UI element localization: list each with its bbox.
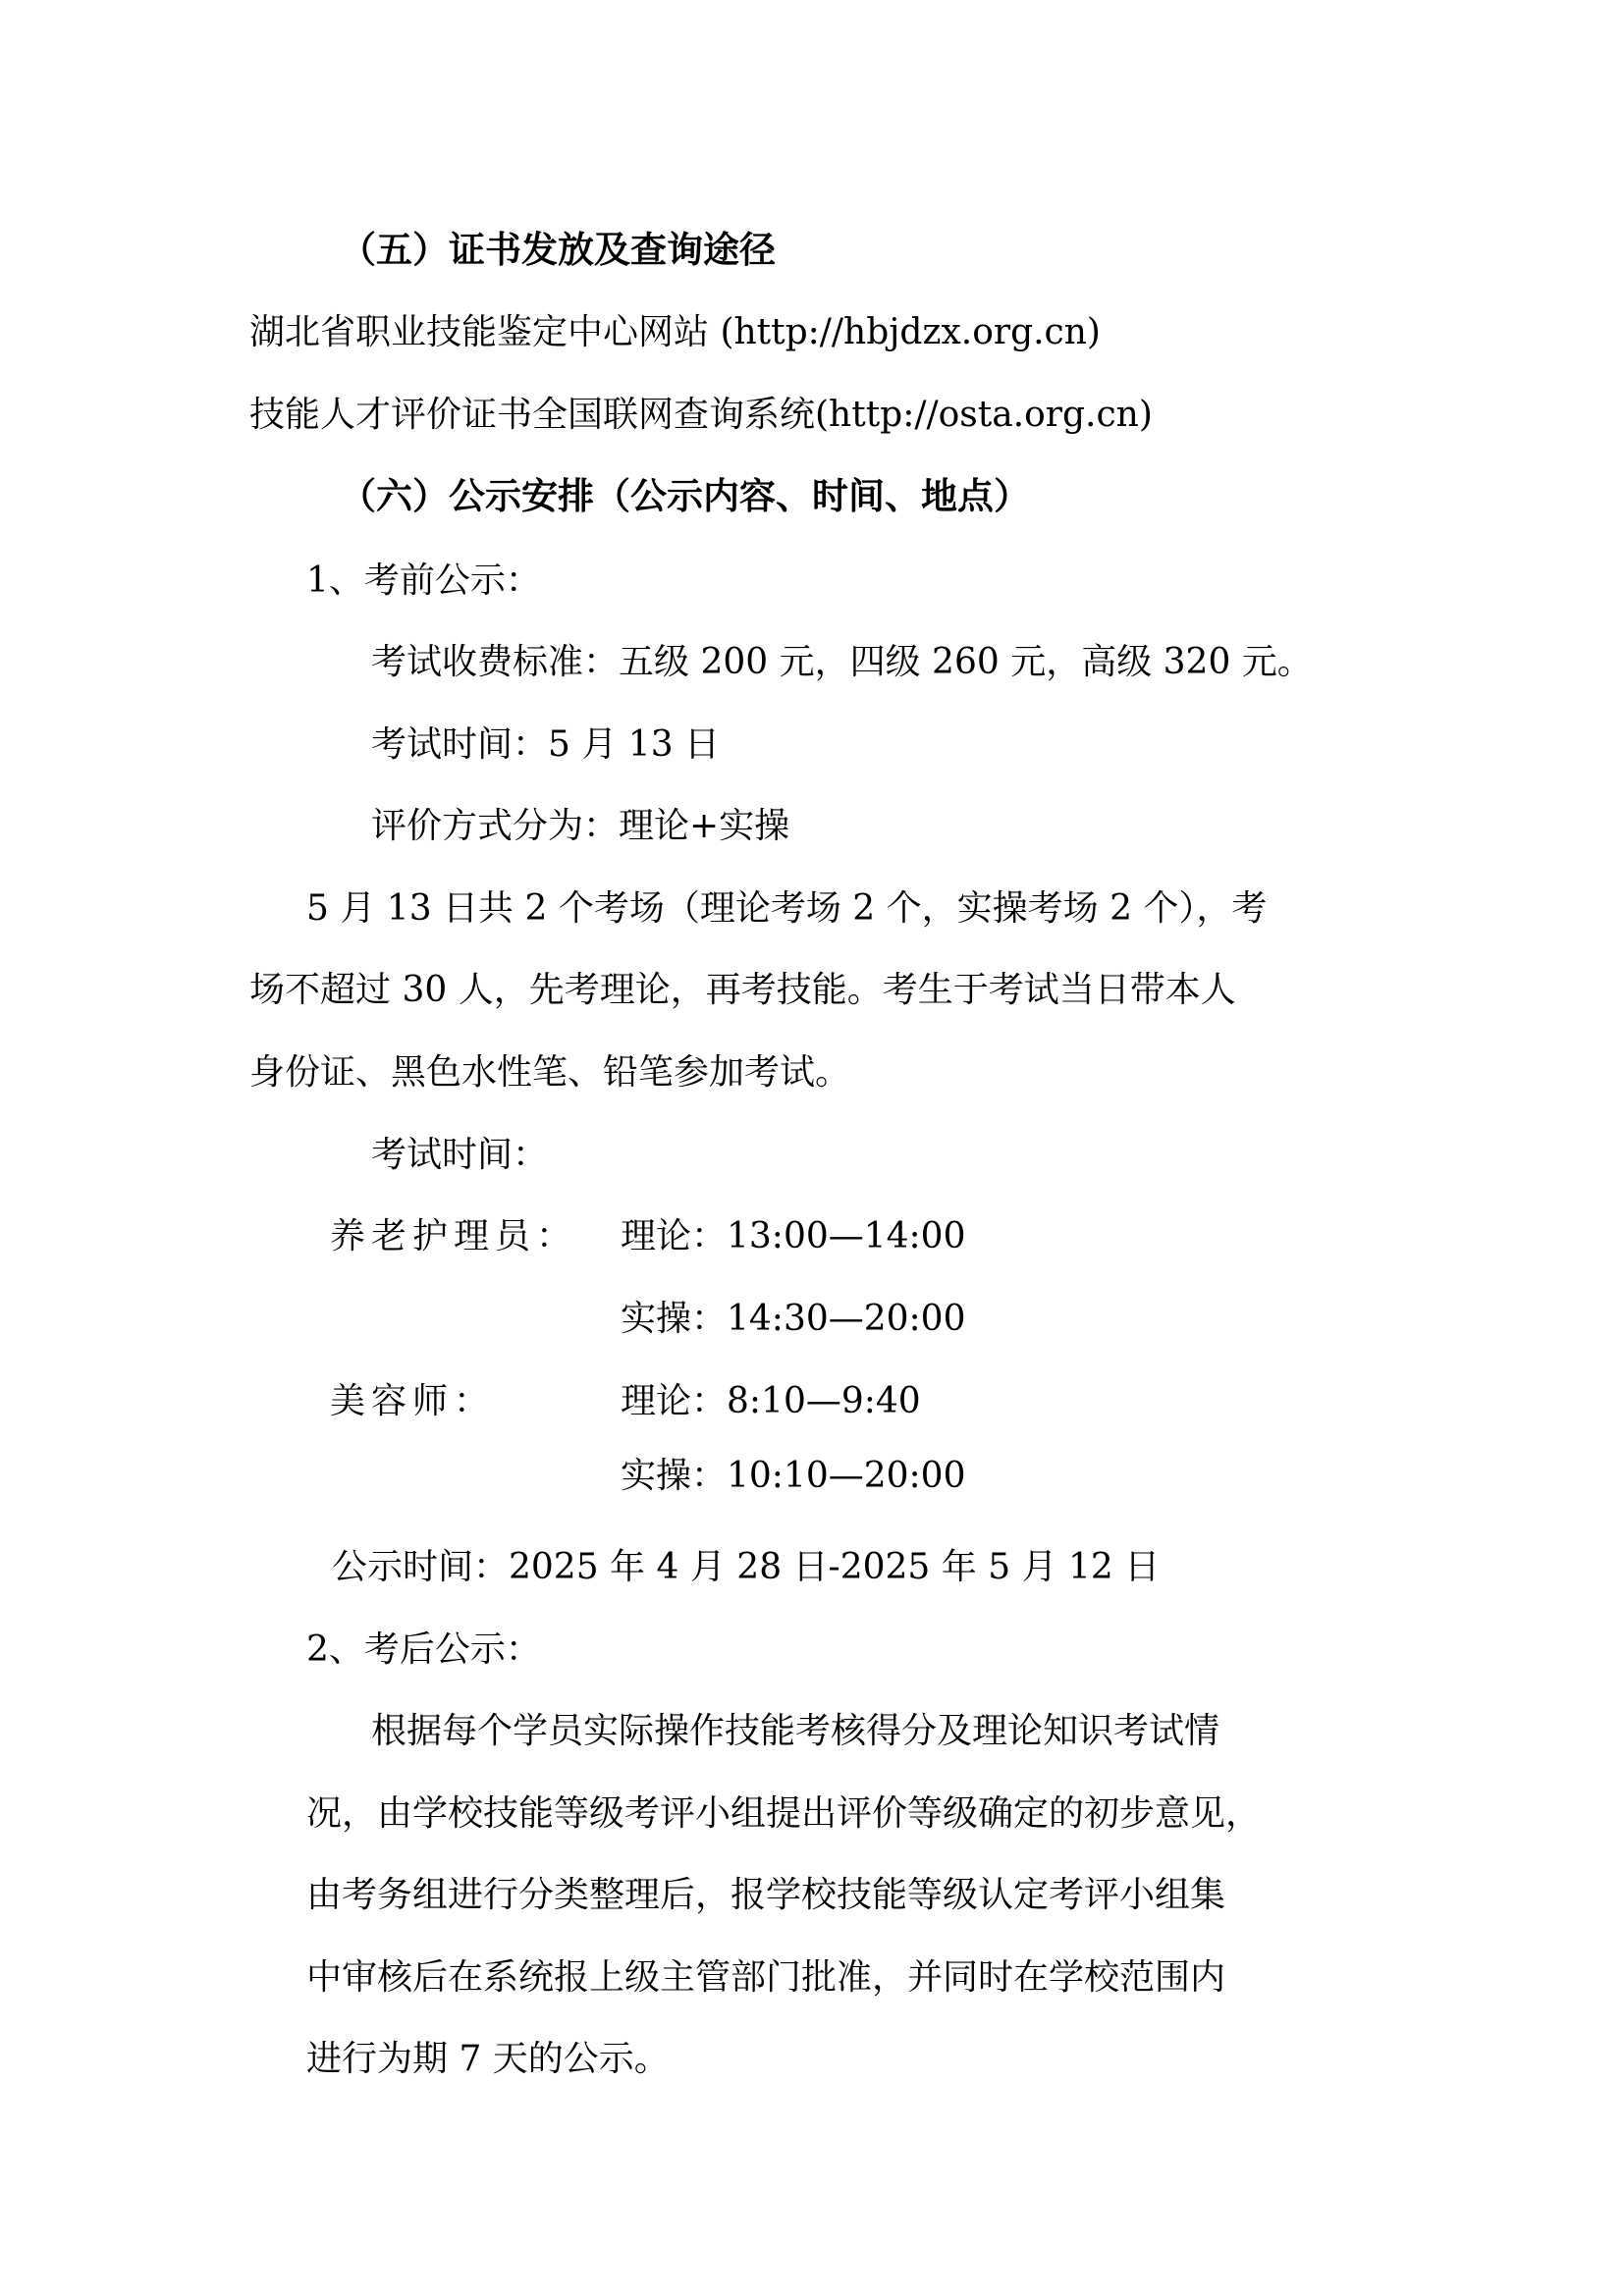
exam-desc-line: 场不超过 30 人，先考理论，再考技能。考生于考试当日带本人 — [249, 970, 1236, 1010]
elder-care-theory-time: 理论：13:00—14:00 — [621, 1216, 966, 1256]
query-site-hubei: 湖北省职业技能鉴定中心网站 (http://hbjdzx.org.cn) — [249, 312, 1101, 352]
schedule-label: 考试时间： — [371, 1135, 549, 1175]
section-5-heading: （五）证书发放及查询途径 — [340, 229, 776, 271]
post-exam-paragraph-line: 中审核后在系统报上级主管部门批准，并同时在学校范围内 — [306, 1957, 1226, 1998]
post-exam-paragraph-line: 进行为期 7 天的公示。 — [306, 2039, 670, 2079]
beautician-theory-time: 理论：8:10—9:40 — [621, 1381, 921, 1421]
post-exam-paragraph-line: 根据每个学员实际操作技能考核得分及理论知识考试情 — [371, 1711, 1220, 1751]
exam-method: 评价方式分为：理论+实操 — [371, 806, 790, 846]
exam-fee: 考试收费标准：五级 200 元，四级 260 元，高级 320 元。 — [371, 642, 1313, 682]
beautician-practice-time: 实操：10:10—20:00 — [621, 1456, 966, 1496]
post-exam-paragraph-line: 况，由学校技能等级考评小组提出评价等级确定的初步意见， — [306, 1793, 1262, 1834]
elder-care-practice-time: 实操：14:30—20:00 — [621, 1299, 966, 1339]
post-exam-title: 2、考后公示： — [306, 1629, 541, 1670]
section-6-heading: （六）公示安排（公示内容、时间、地点） — [340, 475, 1030, 517]
post-exam-paragraph-line: 由考务组进行分类整理后，报学校技能等级认定考评小组集 — [306, 1875, 1226, 1915]
pre-exam-title: 1、考前公示： — [306, 561, 541, 601]
role-beautician: 美容师： — [330, 1381, 496, 1421]
exam-desc-line: 5 月 13 日共 2 个考场（理论考场 2 个，实操考场 2 个），考 — [306, 888, 1268, 929]
exam-desc-line: 身份证、黑色水性笔、铅笔参加考试。 — [249, 1052, 851, 1093]
publicity-period: 公示时间：2025 年 4 月 28 日-2025 年 5 月 12 日 — [332, 1547, 1161, 1587]
query-site-national: 技能人才评价证书全国联网查询系统(http://osta.org.cn) — [249, 395, 1153, 435]
exam-date: 考试时间：5 月 13 日 — [371, 724, 721, 765]
role-elder-care: 养老护理员： — [330, 1216, 578, 1256]
